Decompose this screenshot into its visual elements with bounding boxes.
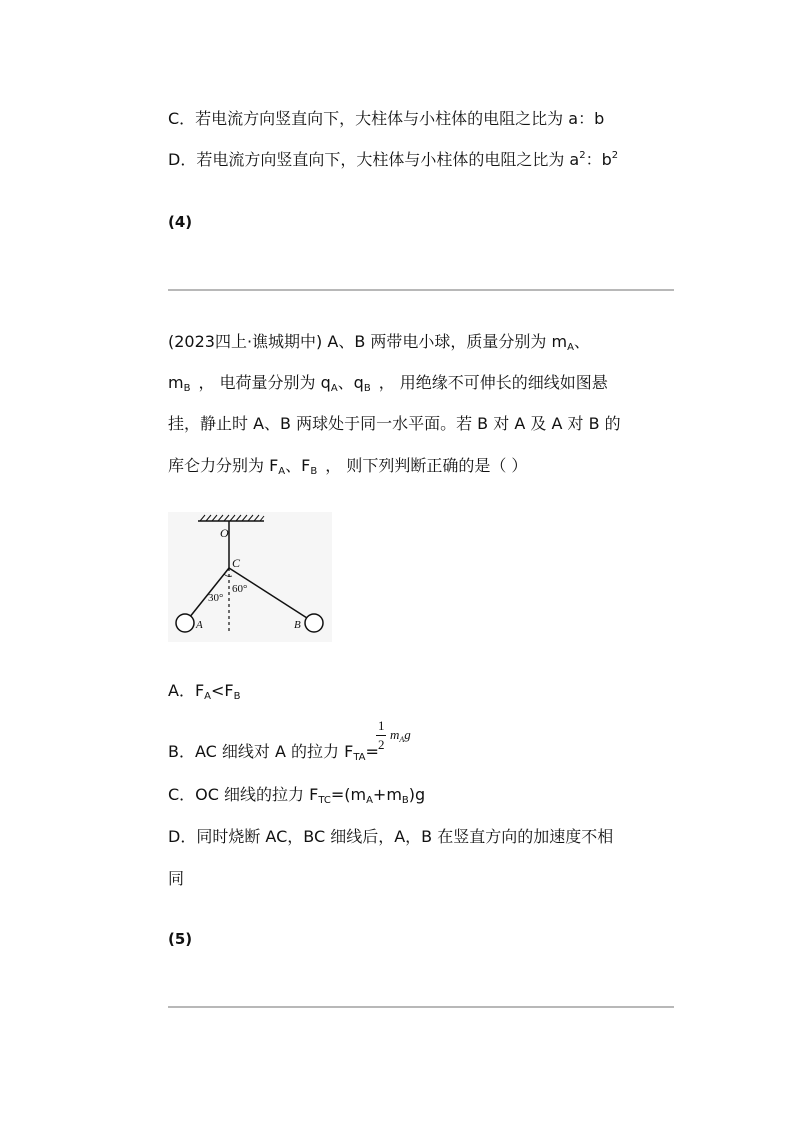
q5-line4-sep: 、F xyxy=(285,456,311,475)
q5-line4-fb-sub: B xyxy=(310,466,318,477)
option-d-mid: ：b xyxy=(585,150,612,169)
q5-stem-line3: 挂，静止时 A、B 两球处于同一水平面。若 B 对 A 及 A 对 B 的 xyxy=(168,414,621,433)
angle-60-label: 60° xyxy=(232,583,248,595)
q5-line1-sub: A xyxy=(567,342,574,353)
option-b-sub: TA xyxy=(353,752,366,763)
divider-2 xyxy=(168,1006,674,1008)
q5-line2-sep: 、q xyxy=(337,373,364,392)
divider-1 xyxy=(168,289,674,291)
q5-line2-m: m xyxy=(168,373,184,392)
option-b xyxy=(168,741,379,763)
option-b-prefix: B．AC 细线对 A 的拉力 F xyxy=(168,742,354,761)
option-c-sub: TC xyxy=(318,795,331,806)
option-c xyxy=(168,784,425,806)
option-c-eq: =(m xyxy=(330,785,367,804)
fraction-g: g xyxy=(404,727,411,742)
fraction-denominator: 2 xyxy=(378,737,385,752)
option-d-line1: D．同时烧断 AC，BC 细线后，A，B 在竖直方向的加速度不相 xyxy=(168,827,614,846)
fraction-bar xyxy=(376,735,386,736)
fraction-m-sub: A xyxy=(399,735,405,744)
option-a-op: <F xyxy=(211,681,234,700)
label-a: A xyxy=(196,619,203,631)
option-a-sub2: B xyxy=(233,691,241,702)
option-c-plus: +m xyxy=(372,785,402,804)
q5-line4-text: 库仑力分别为 F xyxy=(168,456,279,475)
q5-stem-line1 xyxy=(168,331,590,353)
option-c-sub2: A xyxy=(366,795,373,806)
label-o: O xyxy=(220,526,229,540)
ball-b xyxy=(305,614,323,632)
q5-line4-tail: ， 则下列判断正确的是（ ） xyxy=(325,456,528,475)
angle-30-label: 30° xyxy=(208,592,224,604)
q5-line2-qb-sub: B xyxy=(363,383,371,394)
option-a-prefix: A．F xyxy=(168,681,205,700)
fraction-mass-term xyxy=(390,727,411,743)
pendulum-diagram xyxy=(168,512,332,642)
q5-line2-qa-sub: A xyxy=(330,383,338,394)
option-d-line2: 同 xyxy=(168,869,185,888)
q5-line1-text: (2023四上·谯城期中) A、B 两带电小球，质量分别为 m xyxy=(168,332,568,351)
q5-stem-line2 xyxy=(168,372,608,394)
option-a-sub1: A xyxy=(204,691,211,702)
option-d-exp2: 2 xyxy=(611,150,619,161)
label-c: C xyxy=(232,556,241,570)
q5-line4-fa-sub: A xyxy=(278,466,286,477)
fraction-m: m xyxy=(390,727,400,742)
option-c-sub3: B xyxy=(401,795,409,806)
option-c-tail: )g xyxy=(408,785,426,804)
ball-a xyxy=(176,614,194,632)
option-d-prefix: D．若电流方向竖直向下，大柱体与小柱体的电阻之比为 a xyxy=(168,150,580,169)
q5-line1-tail: 、 xyxy=(573,332,590,351)
q5-line2-mid: ， 电荷量分别为 q xyxy=(198,373,331,392)
label-b: B xyxy=(294,619,301,631)
q5-line2-m-sub: B xyxy=(183,383,191,394)
question-number-5: (5) xyxy=(168,930,193,948)
question-number-4: (4) xyxy=(168,213,193,231)
q5-line2-tail: ， 用绝缘不可伸长的细线如图悬 xyxy=(378,373,608,392)
option-c-prev: C．若电流方向竖直向下，大柱体与小柱体的电阻之比为 a：b xyxy=(168,109,605,128)
option-d-prev xyxy=(168,149,618,171)
fraction-numerator: 1 xyxy=(378,718,385,733)
option-b-eq: = xyxy=(365,742,379,761)
option-c-prefix: C．OC 细线的拉力 F xyxy=(168,785,319,804)
option-a xyxy=(168,680,240,702)
option-d-exp1: 2 xyxy=(579,150,586,161)
q5-stem-line4 xyxy=(168,455,527,477)
